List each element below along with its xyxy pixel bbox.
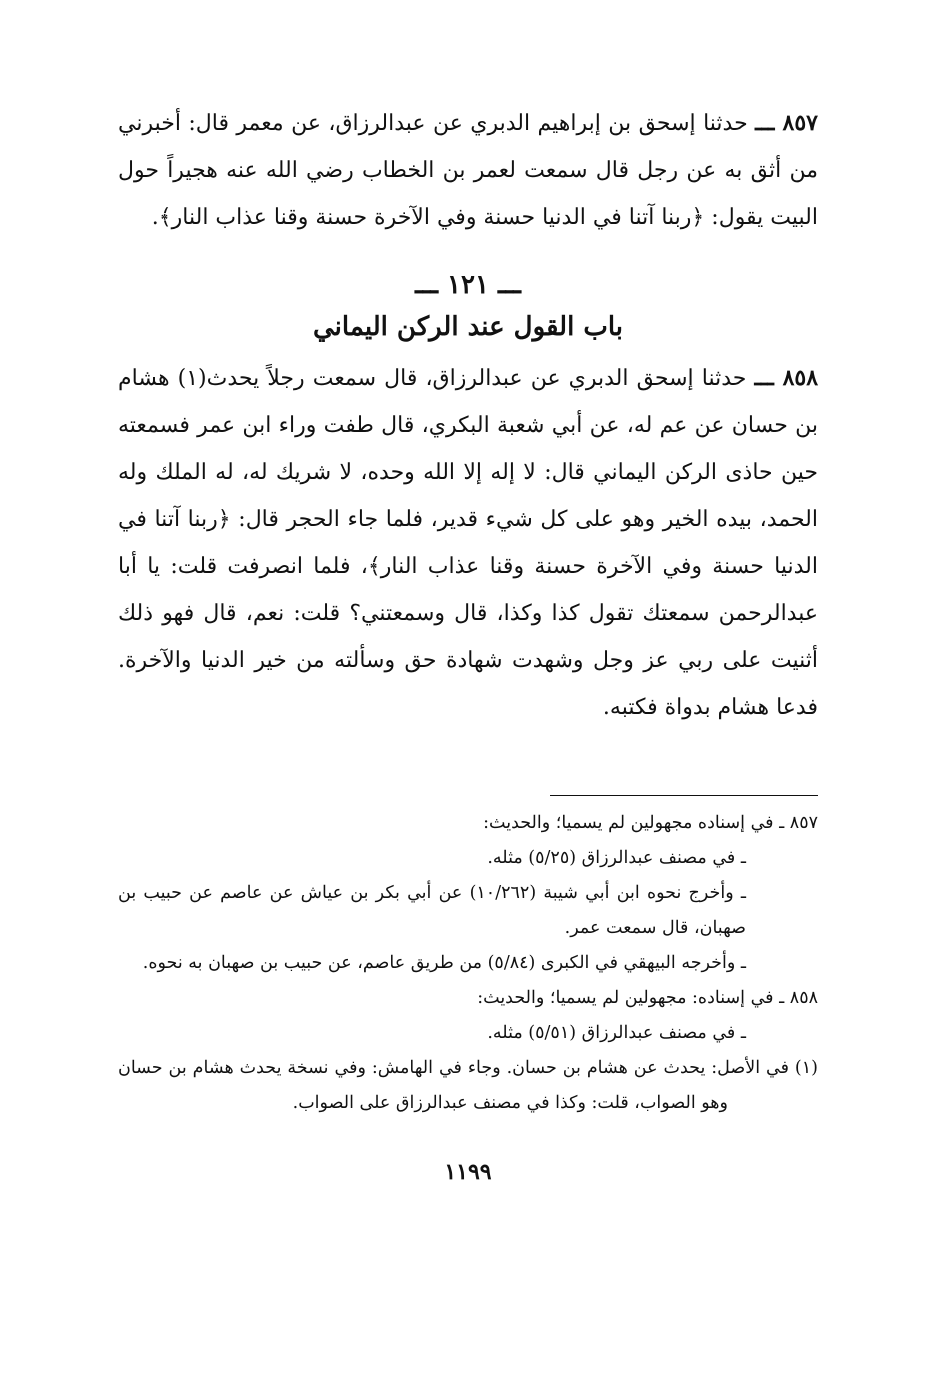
hadith-858-text: حدثنا إسحق الدبري عن عبدالرزاق، قال سمعت رجلاً يحدث(١) هشام بن حسان عن عم له، عن أبي شعبة البكري، قال طفت وراء ابن عمر فسمعته حين حاذى الركن اليماني قال: لا إله إلا الله وحده، لا شريك له، له الملك وله الحمد، بيده الخير وهو على كل شيء قدير، فلما جاء الحجر قال: ﴿ربنا آتنا في الدنيا حسنة وفي الآخرة حسنة وقنا عذاب النار﴾، فلما انصرفت قلت: يا أبا عبدالرحمن سمعتك تقول كذا وكذا، قال وسمعتني؟ قلت: نعم، قال فهو ذلك أثنيت على ربي عز وجل وشهدت شهادة حق وسألته من خير الدنيا والآخرة. فدعا هشام بدواة فكتبه. bbox=[118, 366, 818, 720]
hadith-858 bbox=[118, 355, 818, 731]
hadith-857-number: ٨٥٧ ـــ bbox=[755, 110, 818, 136]
hadith-857-text: حدثنا إسحق بن إبراهيم الدبري عن عبدالرزاق، عن معمر قال: أخبرني من أثق به عن رجل قال سمعت لعمر بن الخطاب رضي الله عنه هجيراً حول البيت يقول: ﴿ربنا آتنا في الدنيا حسنة وفي الآخرة حسنة وقنا عذاب النار﴾. bbox=[118, 111, 818, 230]
footnote-divider bbox=[550, 795, 818, 796]
section-number: ـــ ١٢١ ـــ bbox=[415, 270, 521, 300]
page-number: ١١٩٩ bbox=[444, 1159, 492, 1185]
section-title: باب القول عند الركن اليماني bbox=[313, 312, 623, 342]
page-body bbox=[118, 100, 818, 1185]
hadith-858-number: ٨٥٨ ـــ bbox=[754, 365, 819, 391]
footnote-1: (١) في الأصل: يحدث عن هشام بن حسان. وجاء في الهامش: وفي نسخة يحدث هشام بن حسان وهو الصواب، قلت: وكذا في مصنف عبدالرزاق على الصواب. bbox=[118, 1058, 818, 1113]
footnote-858-source-a: ـ في مصنف عبدالرزاق (٥/٥١) مثله. bbox=[487, 1023, 746, 1043]
footnote-857-source-b: ـ وأخرج نحوه ابن أبي شيبة (١٠/٢٦٢) عن أبي بكر بن عياش عن عاصم عن حبيب بن صهبان، قال سمعت عمر. bbox=[118, 883, 746, 938]
footnotes bbox=[118, 806, 818, 1121]
footnote-857-intro: ٨٥٧ ـ في إسناده مجهولين لم يسميا؛ والحديث: bbox=[483, 813, 818, 833]
footnote-857-source-a: ـ في مصنف عبدالرزاق (٥/٢٥) مثله. bbox=[487, 848, 746, 868]
footnote-857-source-c: ـ وأخرجه البيهقي في الكبرى (٥/٨٤) من طريق عاصم، عن حبيب بن صهبان به نحوه. bbox=[142, 953, 746, 973]
footnote-858-intro: ٨٥٨ ـ في إسناده: مجهولين لم يسميا؛ والحديث: bbox=[477, 988, 818, 1008]
hadith-857 bbox=[118, 100, 818, 241]
